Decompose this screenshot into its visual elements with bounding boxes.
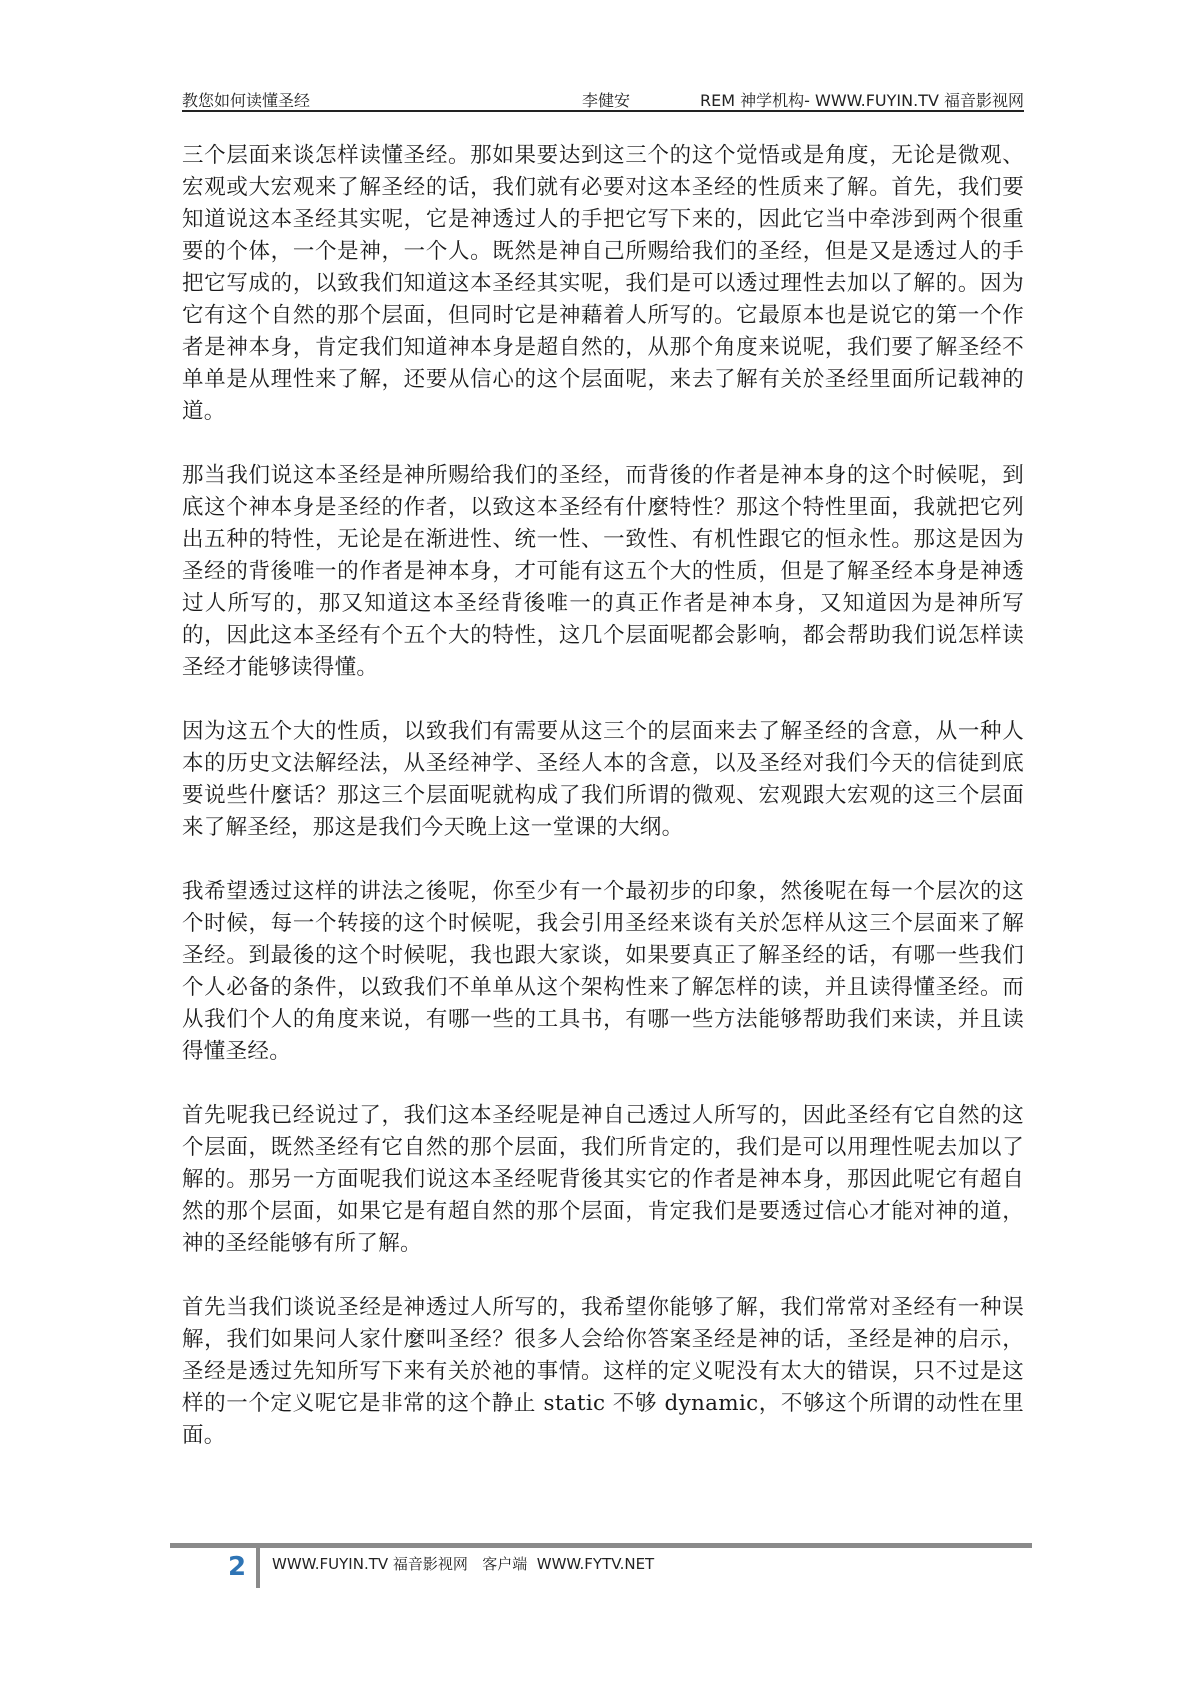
footer-vertical-divider [256, 1548, 260, 1588]
page-number: 2 [228, 1552, 247, 1582]
header-divider [182, 110, 1024, 112]
footer-text: WWW.FUYIN.TV 福音影视网 客户端 WWW.FYTV.NET [272, 1555, 655, 1573]
paragraph-5: 首先呢我已经说过了，我们这本圣经呢是神自己透过人所写的，因此圣经有它自然的这个层面，既然圣经有它自然的那个层面，我们所肯定的，我们是可以用理性呢去加以了解的。那另一方面呢我们说这本圣经呢背後其实它的作者是神本身，那因此呢它有超自然的那个层面，如果它是有超自然的那个层面，肯定我们是要透过信心才能对神的道，神的圣经能够有所了解。 [182, 1103, 1024, 1256]
paragraph-6: 首先当我们谈说圣经是神透过人所写的，我希望你能够了解，我们常常对圣经有一种误解，我们如果问人家什麼叫圣经？很多人会给你答案圣经是神的话，圣经是神的启示，圣经是透过先知所写下来有关於祂的事情。这样的定义呢没有太大的错误，只不过是这样的一个定义呢它是非常的这个静止 static 不够 dynamic，不够这个所谓的动性在里面。 [182, 1295, 1024, 1448]
paragraph-2: 那当我们说这本圣经是神所赐给我们的圣经，而背後的作者是神本身的这个时候呢，到底这个神本身是圣经的作者，以致这本圣经有什麼特性？那这个特性里面，我就把它列出五种的特性，无论是在渐进性、统一性、一致性、有机性跟它的恒永性。那这是因为圣经的背後唯一的作者是神本身，才可能有这五个大的性质，但是了解圣经本身是神透过人所写的，那又知道这本圣经背後唯一的真正作者是神本身，又知道因为是神所写的，因此这本圣经有个五个大的特性，这几个层面呢都会影响，都会帮助我们说怎样读圣经才能够读得懂。 [182, 463, 1024, 680]
body-text [182, 140, 1024, 1484]
page-header [182, 84, 1024, 112]
document-title: 教您如何读懂圣经 [182, 91, 311, 110]
footer-divider [170, 1543, 1032, 1548]
paragraph-3: 因为这五个大的性质，以致我们有需要从这三个的层面来去了解圣经的含意，从一种人本的历史文法解经法，从圣经神学、圣经人本的含意，以及圣经对我们今天的信徒到底要说些什麼话？那这三个层面呢就构成了我们所谓的微观、宏观跟大宏观的这三个层面来了解圣经，那这是我们今天晚上这一堂课的大纲。 [182, 719, 1024, 840]
paragraph-4: 我希望透过这样的讲法之後呢，你至少有一个最初步的印象，然後呢在每一个层次的这个时候，每一个转接的这个时候呢，我会引用圣经来谈有关於怎样从这三个层面来了解圣经。到最後的这个时候呢，我也跟大家谈，如果要真正了解圣经的话，有哪一些我们个人必备的条件，以致我们不单单从这个架构性来了解怎样的读，并且读得懂圣经。而从我们个人的角度来说，有哪一些的工具书，有哪一些方法能够帮助我们来读，并且读得懂圣经。 [182, 879, 1024, 1064]
source-label: REM 神学机构- WWW.FUYIN.TV 福音影视网 [700, 91, 1024, 110]
paragraph-1: 三个层面来谈怎样读懂圣经。那如果要达到这三个的这个觉悟或是角度，无论是微观、宏观或大宏观来了解圣经的话，我们就有必要对这本圣经的性质来了解。首先，我们要知道说这本圣经其实呢，它是神透过人的手把它写下来的，因此它当中牵涉到两个很重要的个体，一个是神，一个人。既然是神自己所赐给我们的圣经，但是又是透过人的手把它写成的，以致我们知道这本圣经其实呢，我们是可以透过理性去加以了解的。因为它有这个自然的那个层面，但同时它是神藉着人所写的。它最原本也是说它的第一个作者是神本身，肯定我们知道神本身是超自然的，从那个角度来说呢，我们要了解圣经不单单是从理性来了解，还要从信心的这个层面呢，来去了解有关於圣经里面所记载神的道。 [182, 143, 1024, 424]
author-name: 李健安 [582, 91, 631, 110]
